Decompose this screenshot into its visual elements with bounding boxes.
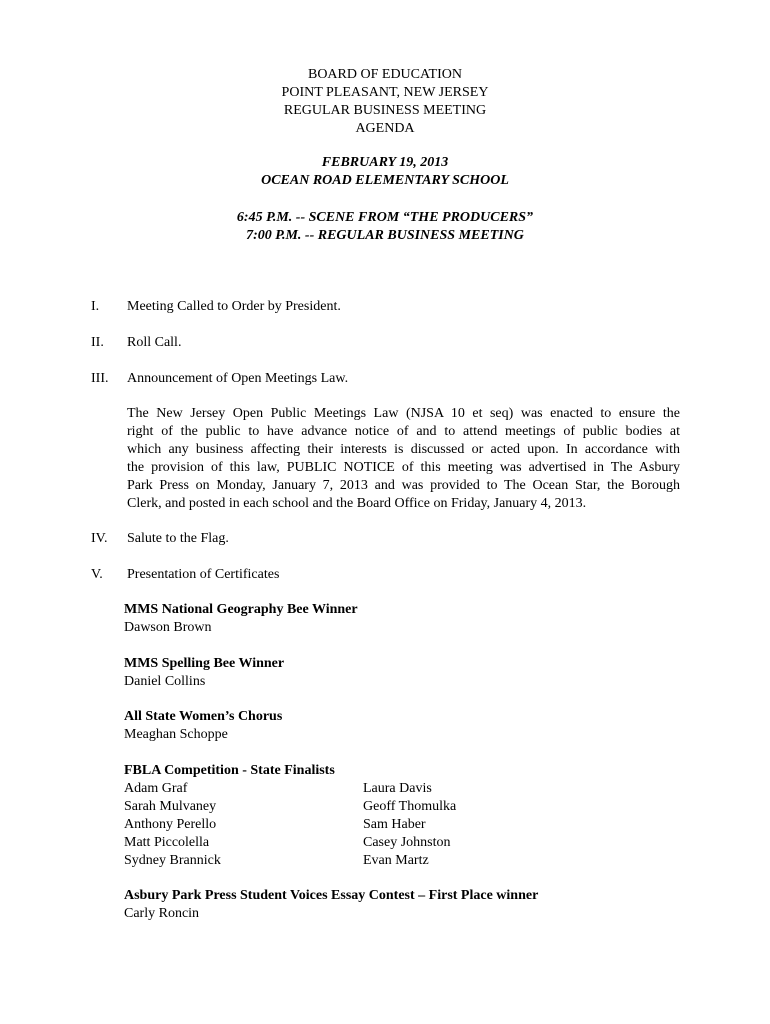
notice-line: the provision of this law, PUBLIC NOTICE of this meeting was advertised in The Asbury: [127, 460, 680, 475]
agenda-number-5: V.: [91, 567, 103, 582]
header-line-town: POINT PLEASANT, NEW JERSEY: [281, 85, 489, 100]
award-essay-contest: [124, 887, 538, 923]
date-location-block: [0, 154, 770, 190]
award-spelling-bee: [124, 655, 284, 691]
agenda-item-4: Salute to the Flag.: [127, 531, 229, 546]
schedule-line-1: 6:45 P.M. -- SCENE FROM “THE PRODUCERS”: [236, 210, 534, 225]
award-recipient: Carly Roncin: [124, 906, 200, 921]
award-recipient: Geoff Thomulka: [363, 799, 457, 814]
award-title: All State Women’s Chorus: [124, 709, 283, 724]
notice-line: Clerk, and posted in each school and the Board Office on Friday, January 4, 2013.: [127, 496, 587, 511]
agenda-item-3: Announcement of Open Meetings Law.: [127, 371, 349, 386]
award-fbla-finalists: [124, 762, 335, 870]
header-block: [0, 66, 770, 138]
award-recipient: Daniel Collins: [124, 674, 206, 689]
schedule-line-2: 7:00 P.M. -- REGULAR BUSINESS MEETING: [246, 228, 524, 243]
notice-line: The New Jersey Open Public Meetings Law (NJSA 10 et seq) was enacted to ensure the: [127, 406, 680, 421]
notice-line: Park Press on Monday, January 7, 2013 and was provided to The Ocean Star, the Borough: [127, 478, 680, 493]
notice-line: which any business affecting their interests is discussed or acted upon. In accordance with: [127, 442, 680, 457]
award-recipient: Laura Davis: [363, 781, 432, 796]
award-recipient: Sam Haber: [363, 817, 426, 832]
award-all-state-chorus: [124, 708, 282, 744]
award-recipient: Dawson Brown: [124, 620, 212, 635]
award-recipient: Adam Graf: [124, 781, 188, 796]
award-recipient: Matt Piccolella: [124, 835, 210, 850]
meeting-date: FEBRUARY 19, 2013: [321, 155, 449, 170]
open-meetings-notice: [127, 405, 680, 513]
meeting-location: OCEAN ROAD ELEMENTARY SCHOOL: [261, 173, 509, 188]
award-recipient: Anthony Perello: [124, 817, 217, 832]
award-recipient: Casey Johnston: [363, 835, 451, 850]
award-recipient: Meaghan Schoppe: [124, 727, 228, 742]
schedule-block: [0, 209, 770, 245]
award-title: FBLA Competition - State Finalists: [124, 763, 335, 778]
notice-line: right of the public to have advance notice of and to attend meetings of public bodies at: [127, 424, 680, 439]
header-line-agenda: AGENDA: [355, 121, 415, 136]
award-title: MMS National Geography Bee Winner: [124, 602, 358, 617]
fbla-finalists-right-column: [363, 780, 456, 870]
agenda-item-2: Roll Call.: [127, 335, 182, 350]
award-recipient: Sarah Mulvaney: [124, 799, 217, 814]
agenda-item-1: Meeting Called to Order by President.: [127, 299, 341, 314]
award-recipient: Sydney Brannick: [124, 853, 221, 868]
agenda-number-3: III.: [91, 371, 109, 386]
agenda-number-2: II.: [91, 335, 104, 350]
award-title: Asbury Park Press Student Voices Essay Contest – First Place winner: [124, 888, 539, 903]
award-title: MMS Spelling Bee Winner: [124, 656, 285, 671]
agenda-item-5: Presentation of Certificates: [127, 567, 280, 582]
header-line-board: BOARD OF EDUCATION: [307, 67, 462, 82]
award-geography-bee: [124, 601, 358, 637]
header-line-meeting: REGULAR BUSINESS MEETING: [283, 103, 487, 118]
agenda-number-4: IV.: [91, 531, 108, 546]
agenda-number-1: I.: [91, 299, 100, 314]
award-recipient: Evan Martz: [363, 853, 429, 868]
